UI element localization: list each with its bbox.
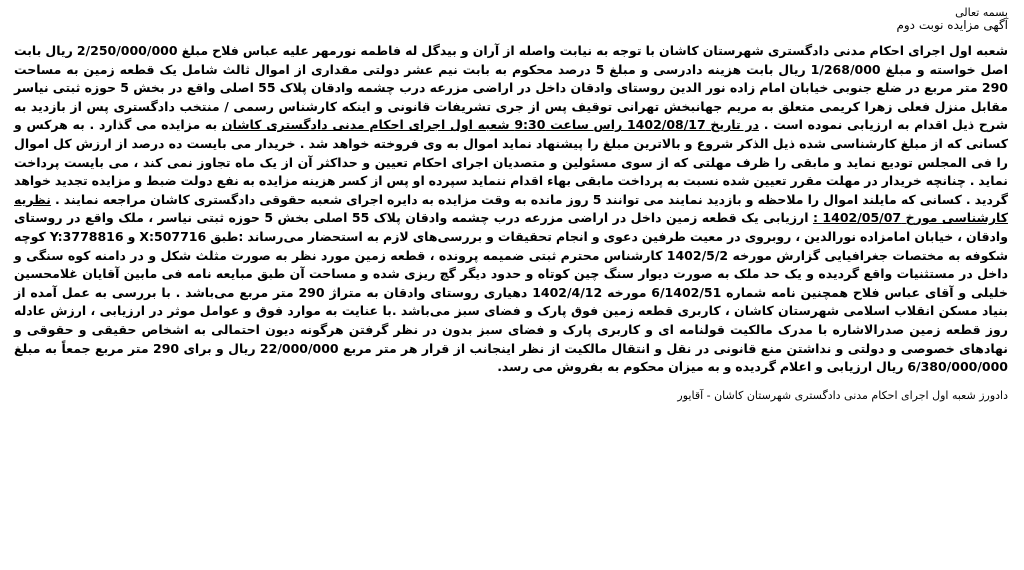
- basmala: بسمه تعالی: [955, 6, 1008, 19]
- body-paragraph-2: به مزایده می گذارد . به هرکس و کسانی که از مبلغ کارشناسی شده ذیل الذکر شروع و بالاترین مبلغ را پیشنهاد نماید اموال به وی فروخته خواهد شد . خریدار می بایست ده درصد از ارزش کل اموال را فی المجلس تودیع نماید و مابقی را ظرف مهلتی که از سوی مسئولین و متصدیان اجرای احکام تعیین و حداکثر آن از یک ماه تجاوز نمی کند ، می بایست پرداخت نماید . چنانچه خریدار در مهلت مقرر تعیین شده نسبت به پرداخت مابقی بهاء اقدام ننماید سپرده او پس از کسر هزینه مزایده به نفع دولت ضبط و مزایده تجدید خواهد گردید . کسانی که مایلند اموال را ملاحظه و بازدید نمایند می توانند 5 روز مانده به وقت مزایده به دایره اجرای شعبه حقوقی دادگستری کاشان مراجعه نمایند .: [14, 117, 1009, 207]
- auction-date-sentence: در تاریخ 1402/08/17 راس ساعت 9:30 شعبه اول اجرای احکام مدنی دادگستری کاشان: [221, 117, 759, 133]
- body-paragraph-3: ارزیابی یک قطعه زمین داخل در اراضی مزرعه درب چشمه وادقان پلاک 55 اصلی بخش 5 حوزه ثبتی نیاسر ، ملک واقع در روستای وادقان ، خیابان امامزاده نورالدین ، روبروی در معیت طرفین دعوی و انجام تحقیقات و بررسی‌های لازم به استحضار می‌رساند :طبق X:507716 و Y:3778816 کوچه شکوفه به مختصات جغرافیایی گزارش مورخه 1402/5/2 کارشناس محترم ثبتی ضمیمه پرونده ، قطعه زمین مورد نظر به صورت مثلث شکل و در دامنه کوه سنگی و داخل در مستثنیات واقع گردیده و یک حد ملک به صورت دیوار سنگ چین کوتاه و حدود دیگر گچ ریزی شده و مساحت آن طبق مبایعه نامه فی مابین آقایان غلامحسین خلیلی و آقای عباس فلاح همچنین نامه شماره 6/1402/51 مورخه 1402/4/12 دهیاری روستای وادقان به متراژ 290 متر مربع می‌باشد . با بررسی به عمل آمده از بنیاد مسکن انقلاب اسلامی شهرستان کاشان ، کاربری قطعه زمین فوق پارک و فضای سبز می‌باشد .با عنایت به موارد فوق و عوامل موثر در ارزیابی ، ارزش عادله روز قطعه زمین صدرالاشاره با مدرک مالکیت قولنامه ای و کاربری پارک و فضای سبز بدون در نظر گرفتن هرگونه دیون احتمالی به اشخاص حقیقی و حقوقی و نهادهای خصوصی و دولتی و نداشتن منع قانونی در نقل و انتقال مالکیت از نظر اینجانب از قرار هر متر مربع 22/000/000 ریال و برای 290 متر مربع جمعاً به مبلغ 6/380/000/000 ریال ارزیابی و اعلام گردیده و به میزان محکوم به بفروش می رسد.: [14, 210, 1008, 375]
- body-paragraph-1: شعبه اول اجرای احکام مدنی دادگستری شهرستان کاشان با توجه به نیابت واصله از آران و بیدگل له فاطمه نورمهر علیه عباس فلاح مبلغ 2/250/000/000 ریال بابت اصل خواسته و مبلغ 1/268/000 ریال بابت هزینه دادرسی و مبلغ 5 درصد محکوم به بابت نیم عشر دولتی مقداری از اموال ثالث شامل یک قطعه زمین به مساحت 290 متر مربع در ضلع جنوبی خیابان امام زاده نور الدین روستای وادقان داخل در اراضی مزرعه درب چشمه وادقان پلاک 55 اصلی واقع در بخش 5 حوزه ثبتی نیاسر مقابل منزل فعلی زهرا کریمی متعلق به مریم جهانبخش تهرانی توقیف پس از جری تشریفات قانونی و اینکه کارشناس رسمی / منتخب دادگستری پس از بازدید به شرح ذیل اقدام به ارزیابی نموده است .: [14, 43, 1008, 133]
- expert-opinion-title: نظریه کارشناسی مورخ 1402/05/07 :: [14, 191, 1008, 226]
- notice-body: [14, 42, 1008, 377]
- notice-footer: [14, 389, 1008, 403]
- signature-line: دادورز شعبه اول اجرای احکام مدنی دادگستری شهرستان کاشان - آقایور: [677, 388, 1008, 402]
- notice-header: [14, 6, 1008, 32]
- notice-title: آگهی مزایده نوبت دوم: [896, 18, 1008, 32]
